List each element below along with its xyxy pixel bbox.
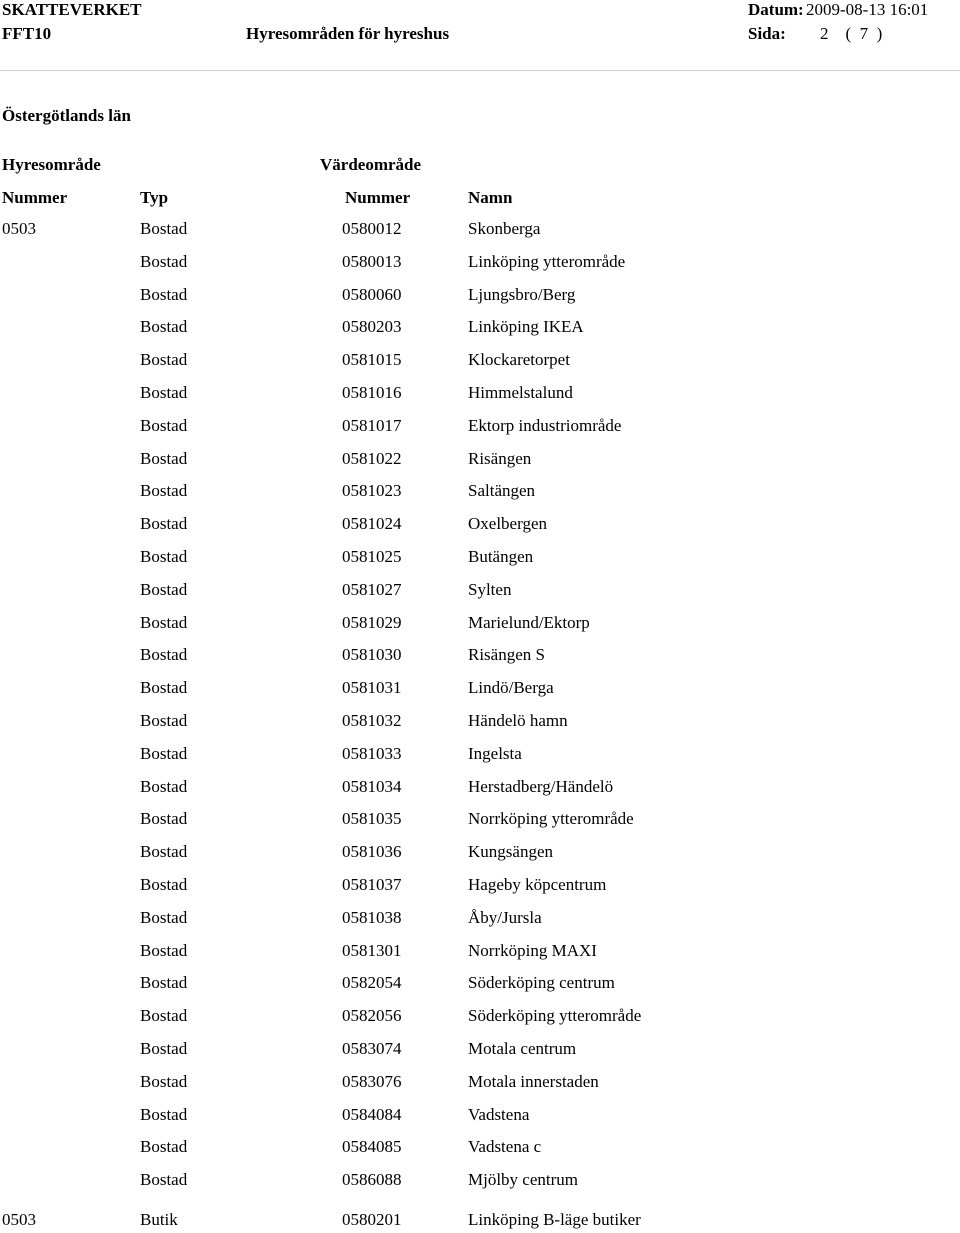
cell-typ: Bostad [140,284,188,304]
table-row [0,218,960,251]
cell-nummer: 0581029 [342,612,402,632]
cell-typ: Bostad [140,678,188,698]
date-label: Datum: [748,0,804,19]
cell-namn: Motala centrum [468,1038,577,1058]
cell-nummer: 0584085 [342,1137,402,1157]
cell-namn: Linköping IKEA [468,317,584,337]
cell-nummer: 0582054 [342,973,402,993]
table-row [0,972,960,1005]
final-row-hyr: 0503 [2,1210,36,1229]
col-namn: Namn [468,188,513,207]
cell-nummer: 0580203 [342,317,402,337]
table-row [0,907,960,940]
cell-nummer: 0581015 [342,350,402,370]
cell-nummer: 0586088 [342,1170,402,1190]
table-row [0,349,960,382]
cell-typ: Bostad [140,973,188,993]
table-row [0,546,960,579]
cell-namn: Mjölby centrum [468,1170,579,1190]
cell-typ: Bostad [140,579,188,599]
cell-typ: Bostad [140,1137,188,1157]
cell-namn: Kungsängen [468,842,553,862]
cell-nummer: 0581033 [342,743,402,763]
page-title: Hyresområden för hyreshus [246,24,450,43]
cell-nummer: 0581301 [342,940,402,960]
cell-namn: Norrköping MAXI [468,940,597,960]
header-divider [0,70,960,71]
table-row [0,448,960,481]
date-value: 2009-08-13 16:01 [806,0,929,19]
col-nummer-varde: Nummer [345,188,411,207]
table-row [0,743,960,776]
cell-namn: Linköping ytterområde [468,251,626,271]
cell-nummer: 0580012 [342,219,402,238]
cell-nummer: 0581017 [342,415,402,435]
table-row [0,1005,960,1038]
cell-typ: Bostad [140,1071,188,1091]
cell-namn: Söderköping ytterområde [468,1006,642,1026]
org-name: SKATTEVERKET [2,0,142,19]
cell-typ: Bostad [140,514,188,534]
table-row [0,415,960,448]
cell-namn: Oxelbergen [468,514,547,534]
cell-namn: Klockaretorpet [468,350,570,370]
cell-namn: Herstadberg/Händelö [468,776,614,796]
final-row-typ: Butik [140,1210,178,1229]
cell-namn: Risängen S [468,645,545,665]
table-row [0,677,960,710]
cell-typ: Bostad [140,1170,188,1190]
cell-typ: Bostad [140,1006,188,1026]
cell-typ: Bostad [140,776,188,796]
col-typ: Typ [140,188,169,207]
cell-typ: Bostad [140,907,188,927]
cell-typ: Bostad [140,219,188,238]
cell-typ: Bostad [140,481,188,501]
cell-typ: Bostad [140,448,188,468]
final-row-namn: Linköping B-läge butiker [468,1210,641,1229]
table-row [0,579,960,612]
cell-typ: Bostad [140,874,188,894]
cell-nummer: 0581030 [342,645,402,665]
cell-namn: Sylten [468,579,512,599]
cell-typ: Bostad [140,1038,188,1058]
cell-typ: Bostad [140,251,188,271]
cell-namn: Butängen [468,546,534,566]
cell-namn: Lindö/Berga [468,678,554,698]
table-row [0,710,960,743]
cell-nummer: 0581032 [342,710,402,730]
cell-namn: Marielund/Ektorp [468,612,590,632]
col-group-vardeomrade: Värdeområde [320,155,422,174]
cell-typ: Bostad [140,809,188,829]
cell-nummer: 0583074 [342,1038,402,1058]
cell-namn: Ektorp industriområde [468,415,622,435]
cell-typ: Bostad [140,645,188,665]
table-row [0,480,960,513]
cell-nummer: 0581027 [342,579,402,599]
table-row [0,1104,960,1137]
cell-typ: Bostad [140,1104,188,1124]
table-row [0,1136,960,1169]
col-nummer-hyr: Nummer [2,188,68,207]
cell-nummer: 0584084 [342,1104,402,1124]
table-row [0,316,960,349]
table-row [0,776,960,809]
cell-nummer: 0580013 [342,251,402,271]
cell-nummer: 0581024 [342,514,402,534]
table-row [0,382,960,415]
cell-namn: Vadstena [468,1104,530,1124]
cell-nummer: 0581023 [342,481,402,501]
cell-typ: Bostad [140,382,188,402]
cell-namn: Hageby köpcentrum [468,874,607,894]
area-table [0,218,960,1202]
table-row [0,612,960,645]
cell-nummer: 0581025 [342,546,402,566]
cell-nummer: 0580060 [342,284,402,304]
form-code: FFT10 [2,24,52,43]
cell-nummer: 0581037 [342,874,402,894]
table-row [0,644,960,677]
cell-namn: Risängen [468,448,532,468]
table-row [0,841,960,874]
cell-nummer: 0581031 [342,678,402,698]
cell-namn: Ljungsbro/Berg [468,284,576,304]
cell-nummer: 0582056 [342,1006,402,1026]
table-row [0,1071,960,1104]
table-row [0,513,960,546]
cell-namn: Norrköping ytterområde [468,809,634,829]
cell-nummer: 0581022 [342,448,402,468]
cell-namn: Händelö hamn [468,710,568,730]
table-row [0,1169,960,1202]
cell-typ: Bostad [140,317,188,337]
cell-namn: Vadstena c [468,1137,542,1157]
cell-nummer: 0583076 [342,1071,402,1091]
cell-hyresomrade: 0503 [2,219,36,238]
table-row [0,940,960,973]
cell-typ: Bostad [140,710,188,730]
table-row [0,874,960,907]
cell-typ: Bostad [140,842,188,862]
cell-typ: Bostad [140,546,188,566]
cell-namn: Saltängen [468,481,536,501]
cell-nummer: 0581038 [342,907,402,927]
col-group-hyresomrade: Hyresområde [2,155,101,174]
cell-namn: Motala innerstaden [468,1071,599,1091]
cell-nummer: 0581034 [342,776,402,796]
region-heading: Östergötlands län [2,106,131,125]
cell-typ: Bostad [140,415,188,435]
cell-nummer: 0581036 [342,842,402,862]
cell-namn: Söderköping centrum [468,973,615,993]
cell-namn: Skonberga [468,219,541,238]
cell-typ: Bostad [140,350,188,370]
table-row [0,1038,960,1071]
final-row-num: 0580201 [342,1210,402,1229]
cell-typ: Bostad [140,612,188,632]
table-row [0,808,960,841]
cell-nummer: 0581035 [342,809,402,829]
page-label: Sida: [748,24,786,43]
cell-namn: Ingelsta [468,743,522,763]
cell-typ: Bostad [140,940,188,960]
cell-namn: Åby/Jursla [468,907,542,927]
cell-typ: Bostad [140,743,188,763]
cell-nummer: 0581016 [342,382,402,402]
page-number: 2 ( 7 ) [820,24,883,43]
cell-namn: Himmelstalund [468,382,573,402]
table-row [0,251,960,284]
table-row [0,284,960,317]
